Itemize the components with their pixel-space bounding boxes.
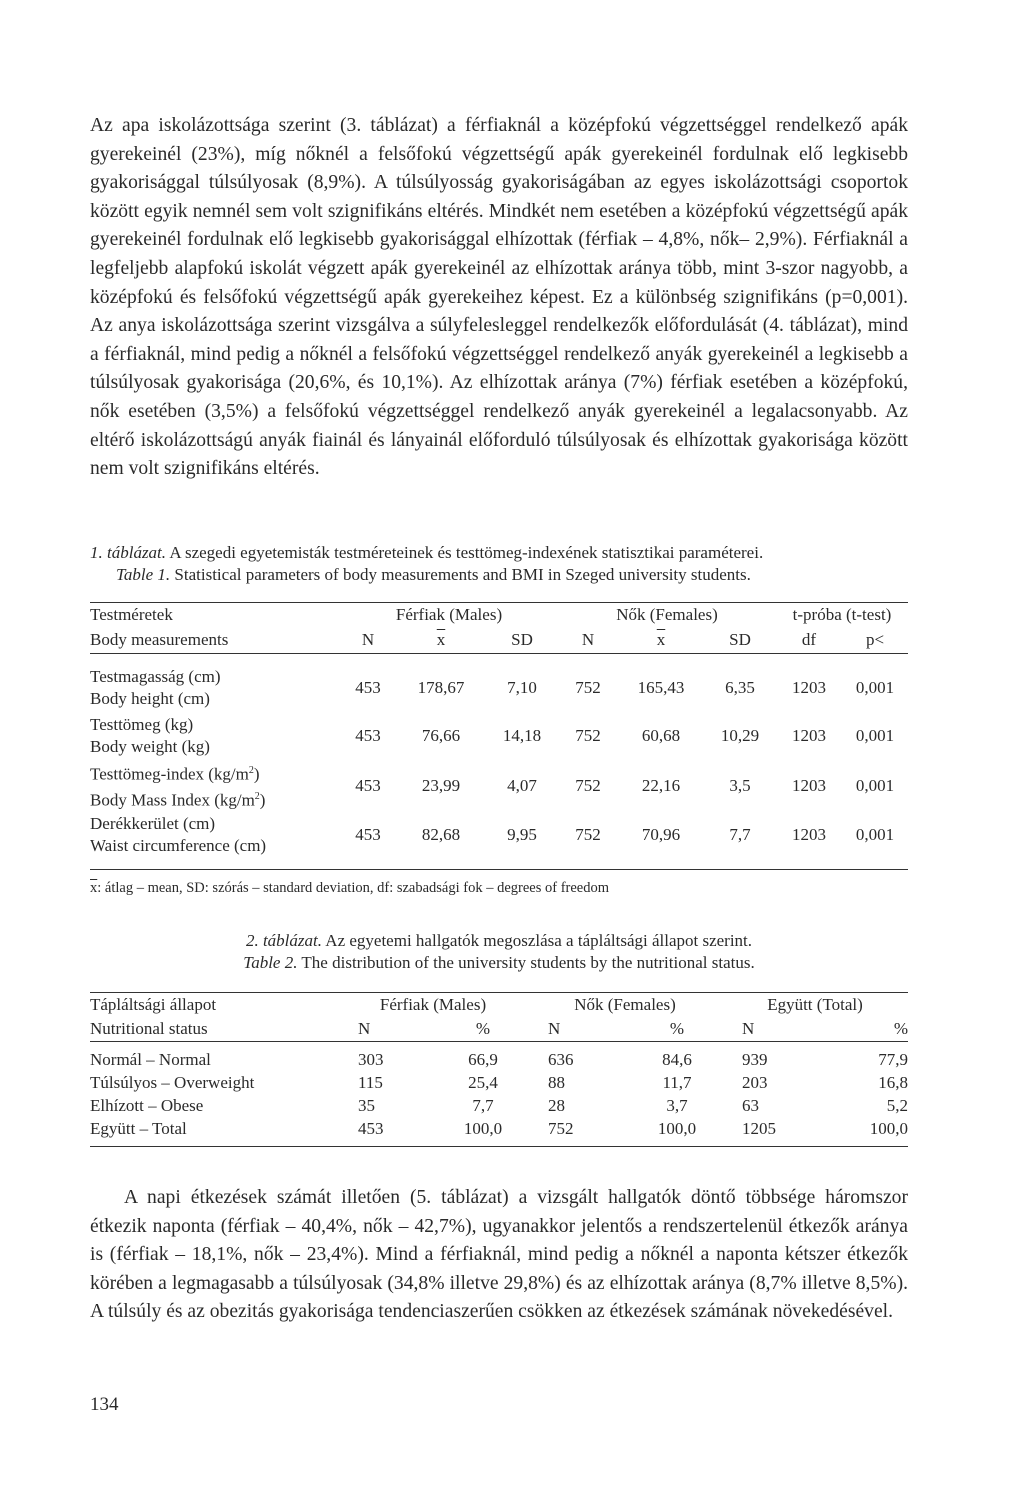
cell: 25,4 xyxy=(468,1072,498,1092)
cell: 453 xyxy=(358,1118,384,1138)
paragraph-1: Az apa iskolázottsága szerint (3. táblázat) a férfiaknál a középfokú végzettséggel rendelkező apák gyerekeinél (23%), míg nőknél a felsőfokú végzettségű apák gyerekeinél fordulnak elő legkisebb gyakorisággal túlsúlyosak (8,9%). A túlsúlyosság gyakoriságában az egyes iskolázottsági csoportok között egyik nemnél sem volt szignifikáns eltérés. Mindkét nem esetében a középfokú végzettségű apák gyerekeinél fordulnak elő legkisebb gyakorisággal elhízottak (férfiak – 4,8%, nők– 2,9%). Férfiaknál a legfeljebb alapfokú iskolát végzett apák gyerekeinél az elhízottak aránya több, mint 3-szor nagyobb, a középfokú és felsőfokú végzettségű apák gyerekeihez képest. Ez a különbség szignifikáns (p=0,001). Az anya iskolázottsága szerint vizsgálva a súlyfelesleggel rendelkezők előfordulását (4. táblázat), mind a férfiaknál, mind pedig a nőknél a felsőfokú végzettséggel rendelkező anyák gyerekeinél a legkisebb a túlsúlyosak gyakorisága (20,6%, és 10,1%). Az elhízottak aránya (7%) férfiak esetében a középfokú, nők esetében (3,5%) a felsőfokú végzettséggel rendelkező anyák gyerekeinél a legalacsonyabb. Az eltérő iskolázottságú anyák fiainál és lányainál előforduló túlsúlyosak és elhízottak gyakorisága között nem volt szignifikáns eltérés. xyxy=(90,115,908,480)
row-label-en: Body height (cm) xyxy=(90,689,210,708)
row-label-en: Body weight (kg) xyxy=(90,737,210,756)
cell: 3,5 xyxy=(729,775,751,795)
t2-head-n: N xyxy=(742,1016,806,1042)
cell: 100,0 xyxy=(657,1118,697,1138)
cell: 453 xyxy=(355,775,381,795)
cell: 1203 xyxy=(792,678,826,697)
t2-head-pct: % xyxy=(612,1016,742,1042)
t2-head-total: Együtt (Total) xyxy=(767,994,863,1014)
cell: 0,001 xyxy=(855,825,895,845)
t1-head-females: Nők (Females) xyxy=(616,605,718,624)
row-label-en: Waist circumference (cm) xyxy=(90,836,267,856)
cell: 11,7 xyxy=(662,1072,692,1092)
t1-head-ttest: t-próba (t-test) xyxy=(792,605,892,624)
cell: 752 xyxy=(548,1118,574,1138)
cell: 66,9 xyxy=(468,1049,498,1069)
cell: 178,67 xyxy=(417,678,465,697)
cell: 5,2 xyxy=(886,1095,908,1115)
table-1 xyxy=(90,602,908,870)
table-row xyxy=(90,1094,908,1117)
cell: 4,07 xyxy=(507,775,537,795)
row-label-hu: Testtömeg-index $(kg/m^2)$ xyxy=(90,764,260,784)
cell: 1205 xyxy=(742,1118,776,1138)
cell: 939 xyxy=(742,1049,768,1069)
table-2-caption xyxy=(90,930,908,974)
page xyxy=(90,112,908,1415)
cell: 70,96 xyxy=(641,825,681,845)
page-number: 134 xyxy=(90,1394,119,1415)
cell: 453 xyxy=(355,678,381,697)
cell: 9,95 xyxy=(507,825,537,845)
row-label-hu: Testmagasság (cm) xyxy=(90,667,221,686)
paragraph-2-wrap xyxy=(90,1184,908,1327)
row-label-hu: Testtömeg (kg) xyxy=(90,715,194,734)
table-2-caption-en: The distribution of the university students by the nutritional status. xyxy=(301,953,755,972)
cell: 7,7 xyxy=(472,1095,494,1115)
cell: 22,16 xyxy=(641,775,681,795)
t2-head-pct: % xyxy=(418,1016,548,1042)
cell: 77,9 xyxy=(878,1049,908,1069)
table-row xyxy=(90,712,908,760)
cell: 6,35 xyxy=(725,678,755,697)
cell: 1203 xyxy=(792,825,826,845)
t2-head-n: N xyxy=(548,1016,612,1042)
table-row xyxy=(90,811,908,859)
row-label: Túlsúlyos – Overweight xyxy=(90,1072,255,1092)
cell: 7,7 xyxy=(729,825,751,845)
t2-head-pct: % xyxy=(806,1016,908,1042)
cell: 0,001 xyxy=(855,678,895,697)
t1-head-n: N xyxy=(558,627,618,654)
t2-head-females: Nők (Females) xyxy=(574,994,676,1014)
cell: 100,0 xyxy=(463,1118,503,1138)
cell: 3,7 xyxy=(666,1095,688,1115)
cell: 752 xyxy=(575,678,601,697)
cell: 14,18 xyxy=(502,726,542,745)
cell: 28 xyxy=(548,1095,565,1115)
cell: 7,10 xyxy=(507,678,537,697)
cell: 100,0 xyxy=(869,1118,908,1138)
cell: 1203 xyxy=(792,775,826,795)
table-2 xyxy=(90,992,908,1147)
table-row xyxy=(90,664,908,712)
cell: 115 xyxy=(358,1072,383,1092)
cell: 16,8 xyxy=(878,1072,908,1092)
table-row xyxy=(90,1117,908,1140)
table-2-caption-hu: Az egyetemi hallgatók megoszlása a tápláltsági állapot szerint. xyxy=(325,931,753,950)
t2-head-col1-en: Nutritional status xyxy=(90,1016,358,1042)
t1-head-df: df xyxy=(776,627,842,654)
t1-head-sd: SD xyxy=(486,627,558,654)
cell: 636 xyxy=(548,1049,574,1069)
t2-head-col1-hu: Tápláltsági állapot xyxy=(90,994,217,1014)
t1-head-col1-en: Body measurements xyxy=(90,627,340,654)
row-label: Elhízott – Obese xyxy=(90,1095,204,1115)
table-1-caption-en: Statistical parameters of body measurements and BMI in Szeged university students. xyxy=(174,565,751,584)
note-mean-symbol: $\overline{x}$ xyxy=(90,880,98,896)
t2-head-n: N xyxy=(358,1016,418,1042)
row-label: Együtt – Total xyxy=(90,1118,187,1138)
cell: 84,6 xyxy=(662,1049,692,1069)
cell: 88 xyxy=(548,1072,565,1092)
table-row xyxy=(90,760,908,811)
cell: 752 xyxy=(575,775,601,795)
t1-head-males: Férfiak (Males) xyxy=(395,605,503,624)
cell: 203 xyxy=(742,1072,768,1092)
cell: 10,29 xyxy=(720,726,760,745)
cell: 752 xyxy=(575,726,601,745)
note-text: : átlag – mean, SD: szórás – standard deviation, df: szabadsági fok – degrees of freedom xyxy=(97,880,610,896)
t1-head-p: p< xyxy=(842,627,908,654)
t2-head-males: Férfiak (Males) xyxy=(379,994,487,1014)
table-2-label-hu: 2. táblázat. xyxy=(245,931,322,950)
table-row xyxy=(90,1048,908,1071)
table-1-label-en: Table 1. xyxy=(116,565,171,584)
table-1-caption xyxy=(90,542,908,586)
cell: 35 xyxy=(358,1095,375,1115)
table-1-label-hu: 1. táblázat. xyxy=(90,543,167,562)
row-label-hu: Derékkerület (cm) xyxy=(90,814,216,834)
t1-head-mean: $\overline{x}$ xyxy=(436,630,446,649)
cell: 1203 xyxy=(792,726,826,745)
cell: 453 xyxy=(355,825,381,845)
cell: 0,001 xyxy=(855,775,895,795)
cell: 0,001 xyxy=(855,726,895,745)
paragraph-2: A napi étkezések számát illetően (5. táblázat) a vizsgált hallgatók döntő többsége háromszor étkezik naponta (férfiak – 40,4%, nők – 42,7%), ugyanakkor jelentős a rendszertelenül étkezők aránya is (férfiak – 18,1%, nők – 23,4%). Mind a férfiaknál, mind pedig a nőknél a naponta kétszer étkezők körében a legmagasabb a túlsúlyosak (34,8% illetve 29,8%) és az elhízottak aránya (8,7% illetve 8,5%). A túlsúly és az obezitás gyakorisága tendenciaszerűen csökken az étkezések számának növekedésével. xyxy=(90,1187,908,1323)
t1-head-col1-hu: Testméretek xyxy=(90,605,173,624)
t1-head-n: N xyxy=(340,627,396,654)
row-label-en: Body Mass Index $(kg/m^2)$ xyxy=(90,790,266,810)
table-row xyxy=(90,1071,908,1094)
row-label: Normál – Normal xyxy=(90,1049,211,1069)
t1-head-sd: SD xyxy=(704,627,776,654)
cell: 82,68 xyxy=(421,825,461,845)
cell: 23,99 xyxy=(421,775,461,795)
cell: 453 xyxy=(355,726,381,745)
table-2-label-en: Table 2. xyxy=(243,953,298,972)
cell: 165,43 xyxy=(637,678,685,697)
table-1-note xyxy=(90,880,609,897)
cell: 752 xyxy=(575,825,601,845)
cell: 60,68 xyxy=(641,726,681,745)
cell: 76,66 xyxy=(421,726,461,745)
t1-head-mean: $\overline{x}$ xyxy=(656,630,666,649)
cell: 303 xyxy=(358,1049,384,1069)
table-1-caption-hu: A szegedi egyetemisták testméreteinek és testtömeg-indexének statisztikai paraméterei. xyxy=(169,543,764,562)
cell: 63 xyxy=(742,1095,759,1115)
